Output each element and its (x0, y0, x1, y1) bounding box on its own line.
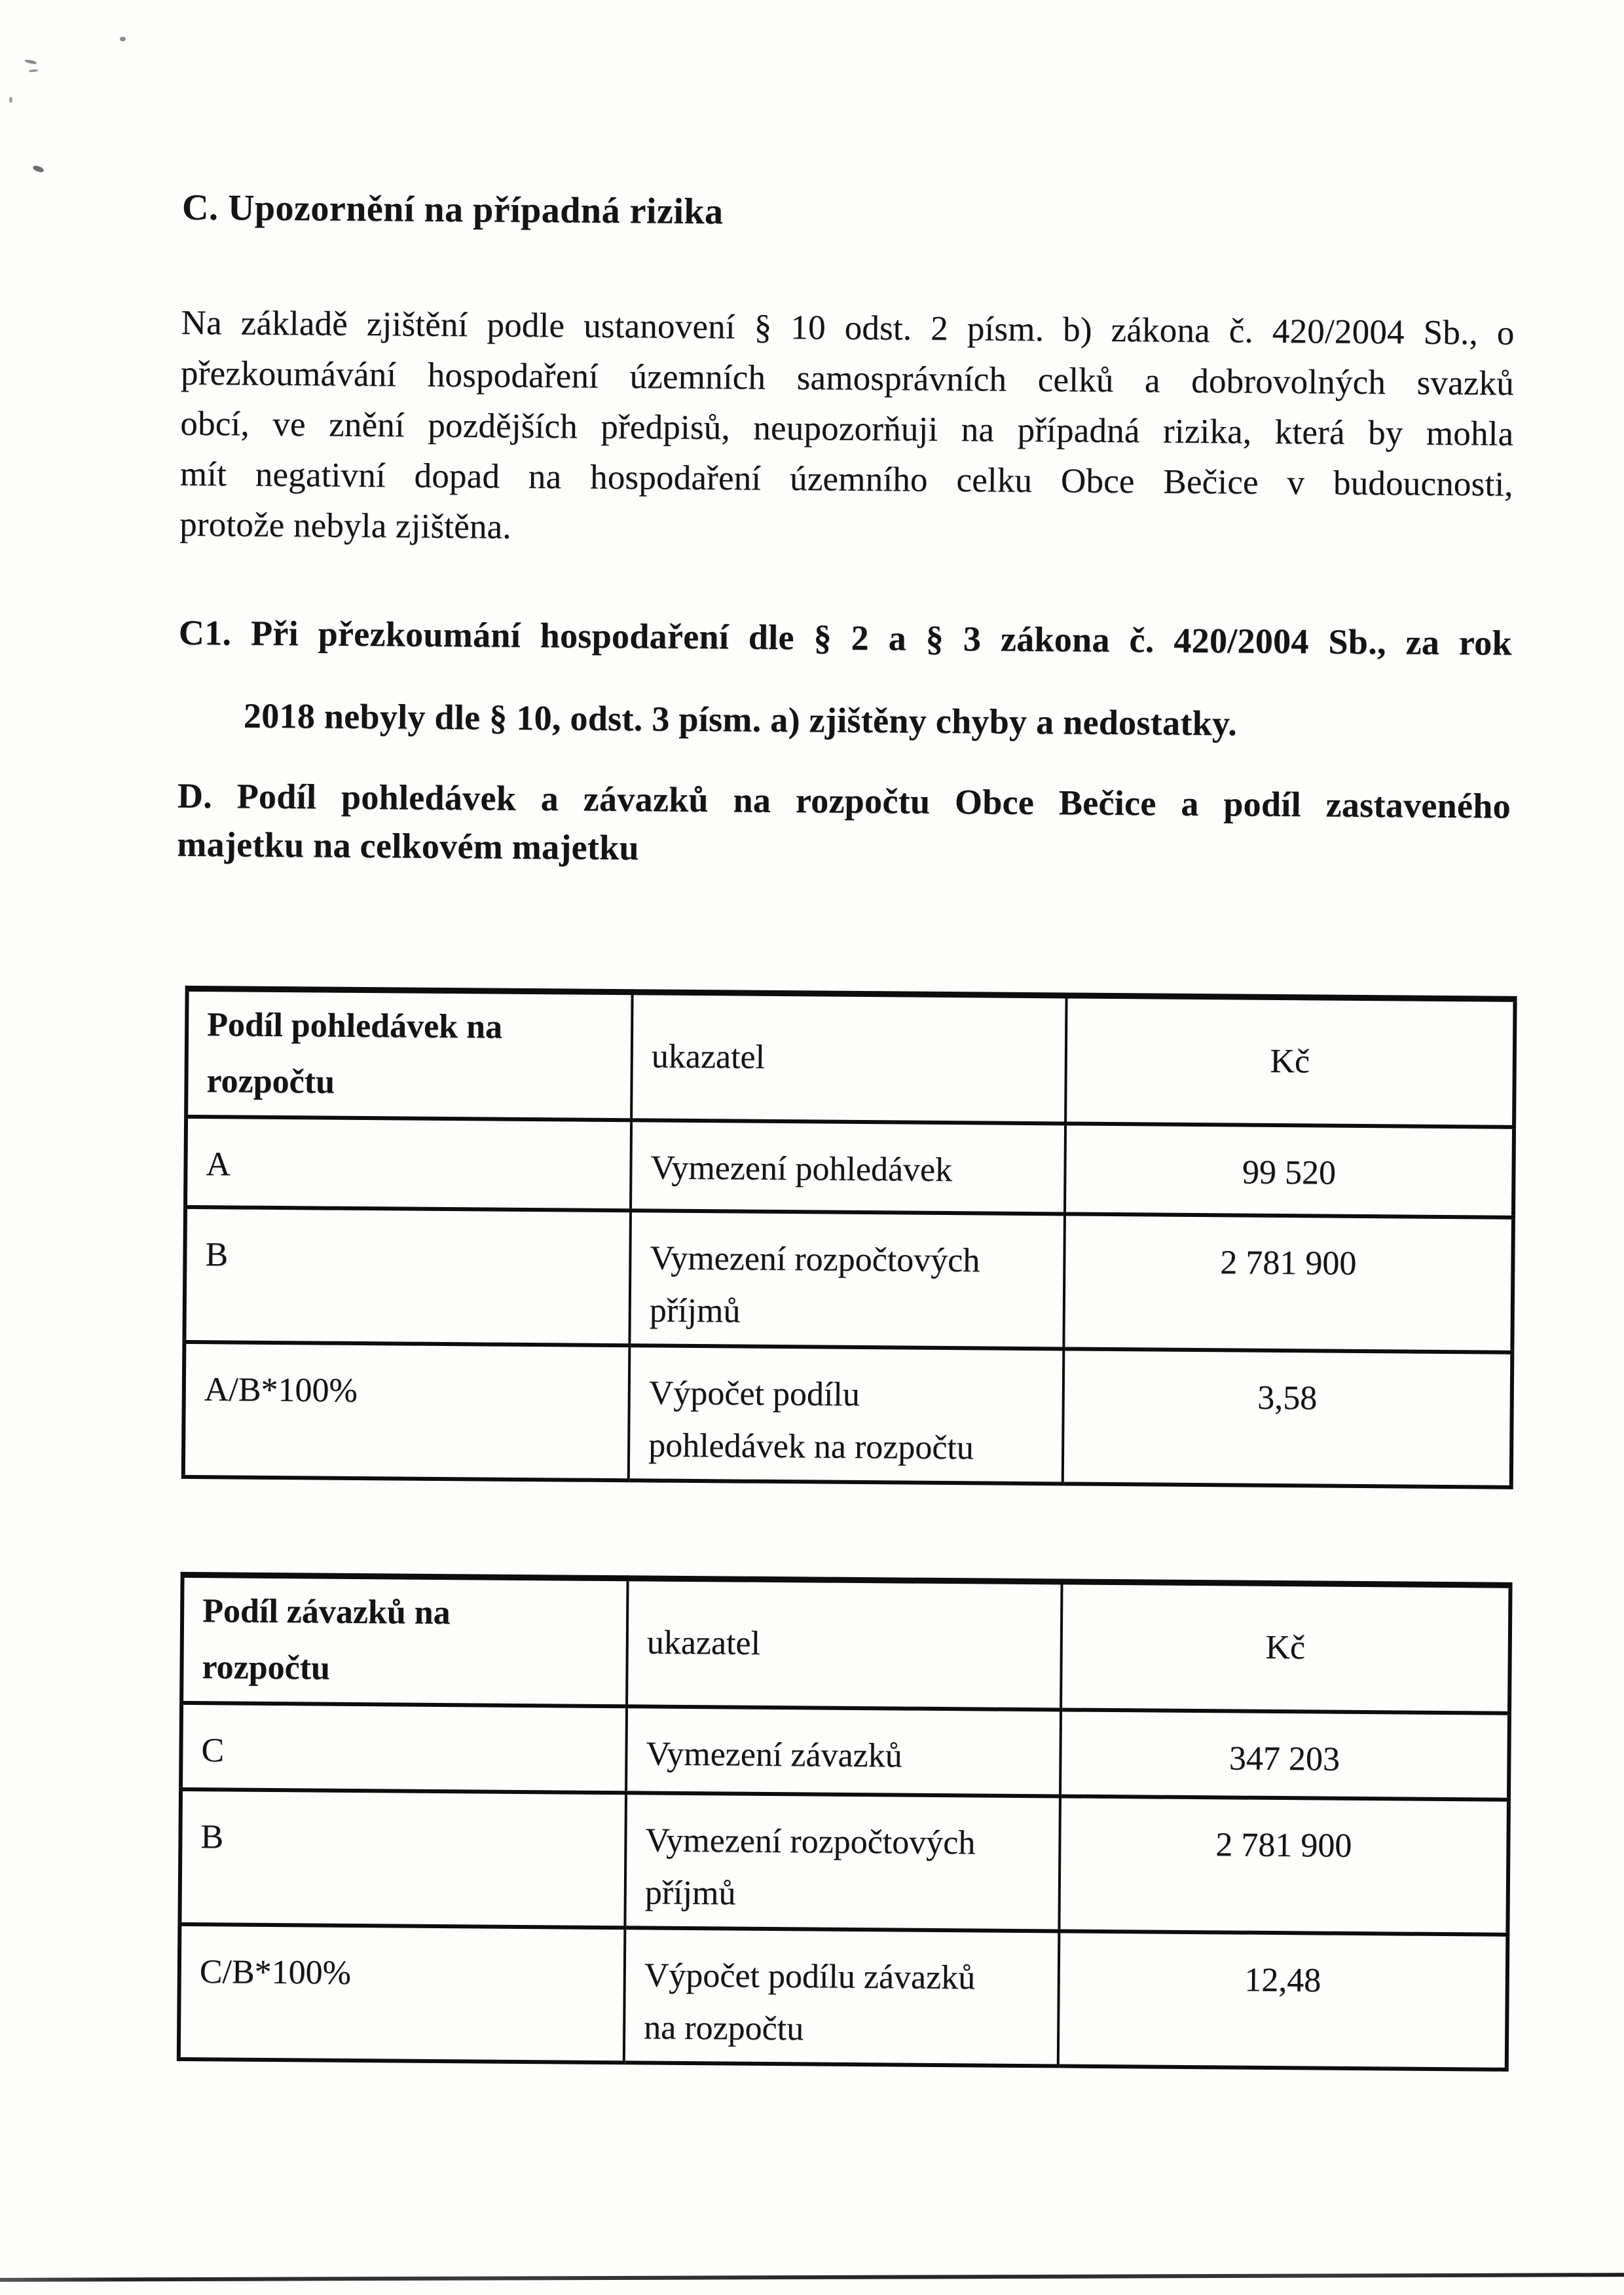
table-header-row (181, 1575, 1510, 1713)
section-c-paragraph (179, 298, 1515, 561)
cell-value: 347 203 (1060, 1709, 1509, 1799)
cell-value: 12,48 (1058, 1931, 1508, 2069)
table-podil-pohledavek (181, 986, 1517, 1489)
table-row (183, 1342, 1513, 1487)
cell-label: C/B*100% (179, 1924, 625, 2062)
header-cell-label: Podíl závazků na rozpočtu (181, 1575, 628, 1706)
table-row (185, 1117, 1514, 1218)
paragraph-line: mít negativní dopad na hospodaření územního celku Obce Bečice v budoucnosti, (179, 455, 1513, 504)
header-cell-indicator: ukazatel (631, 992, 1067, 1124)
heading-line: 2018 nebyly dle § 10, odst. 3 písm. a) zjištěny chyby a nedostatky. (243, 696, 1238, 743)
cell-indicator: Výpočet podílu závazků na rozpočtu (624, 1928, 1060, 2066)
table-podil-zavazku (177, 1572, 1513, 2072)
paragraph-line: obcí, ve znění pozdějších předpisů, neupozorňuji na případná rizika, která by mohla (180, 404, 1514, 453)
heading-line: majetku na celkovém majetku (177, 824, 640, 868)
paragraph-line: Na základě zjištění podle ustanovení § 10 odst. 2 písm. b) zákona č. 420/2004 Sb., o (181, 303, 1515, 352)
table-row (179, 1789, 1509, 1935)
cell-value: 3,58 (1063, 1349, 1513, 1487)
cell-label: A/B*100% (183, 1342, 630, 1480)
header-cell-indicator: ukazatel (627, 1578, 1062, 1710)
table-header-row (186, 988, 1515, 1127)
header-cell-currency: Kč (1065, 996, 1515, 1127)
cell-label: B (184, 1207, 631, 1345)
cell-value: 99 520 (1065, 1123, 1514, 1217)
table-row (184, 1207, 1513, 1353)
header-cell-label: Podíl pohledávek na rozpočtu (186, 988, 633, 1120)
cell-value: 2 781 900 (1063, 1214, 1513, 1352)
heading-line: C1. Při přezkoumání hospodaření dle § 2 a § 3 zákona č. 420/2004 Sb., za rok (178, 612, 1513, 663)
paragraph-line: přezkoumávání hospodaření územních samosprávních celků a dobrovolných svazků (180, 354, 1515, 403)
cell-label: A (185, 1117, 631, 1210)
heading-line: D. Podíl pohledávek a závazků na rozpočtu Obce Bečice a podíl zastaveného (177, 775, 1511, 826)
section-c-heading: C. Upozornění na případná rizika (181, 187, 724, 233)
cell-indicator: Vymezení rozpočtových příjmů (629, 1210, 1065, 1349)
cell-value: 2 781 900 (1059, 1796, 1509, 1934)
section-c1-heading (177, 591, 1512, 767)
paragraph-line: protože nebyla zjištěna. (179, 505, 512, 546)
table-row (179, 1924, 1508, 2070)
cell-label: B (179, 1789, 626, 1928)
section-d-heading (177, 772, 1511, 879)
cell-indicator: Vymezení závazků (626, 1706, 1061, 1796)
cell-indicator: Vymezení rozpočtových příjmů (625, 1793, 1060, 1931)
scan-speckle (9, 97, 12, 103)
scan-speckle (120, 37, 126, 41)
header-cell-currency: Kč (1061, 1582, 1511, 1713)
cell-label: C (181, 1703, 627, 1793)
cell-indicator: Vymezení pohledávek (631, 1120, 1065, 1214)
cell-indicator: Výpočet podílu pohledávek na rozpočtu (629, 1345, 1064, 1483)
table-row (181, 1703, 1509, 1800)
